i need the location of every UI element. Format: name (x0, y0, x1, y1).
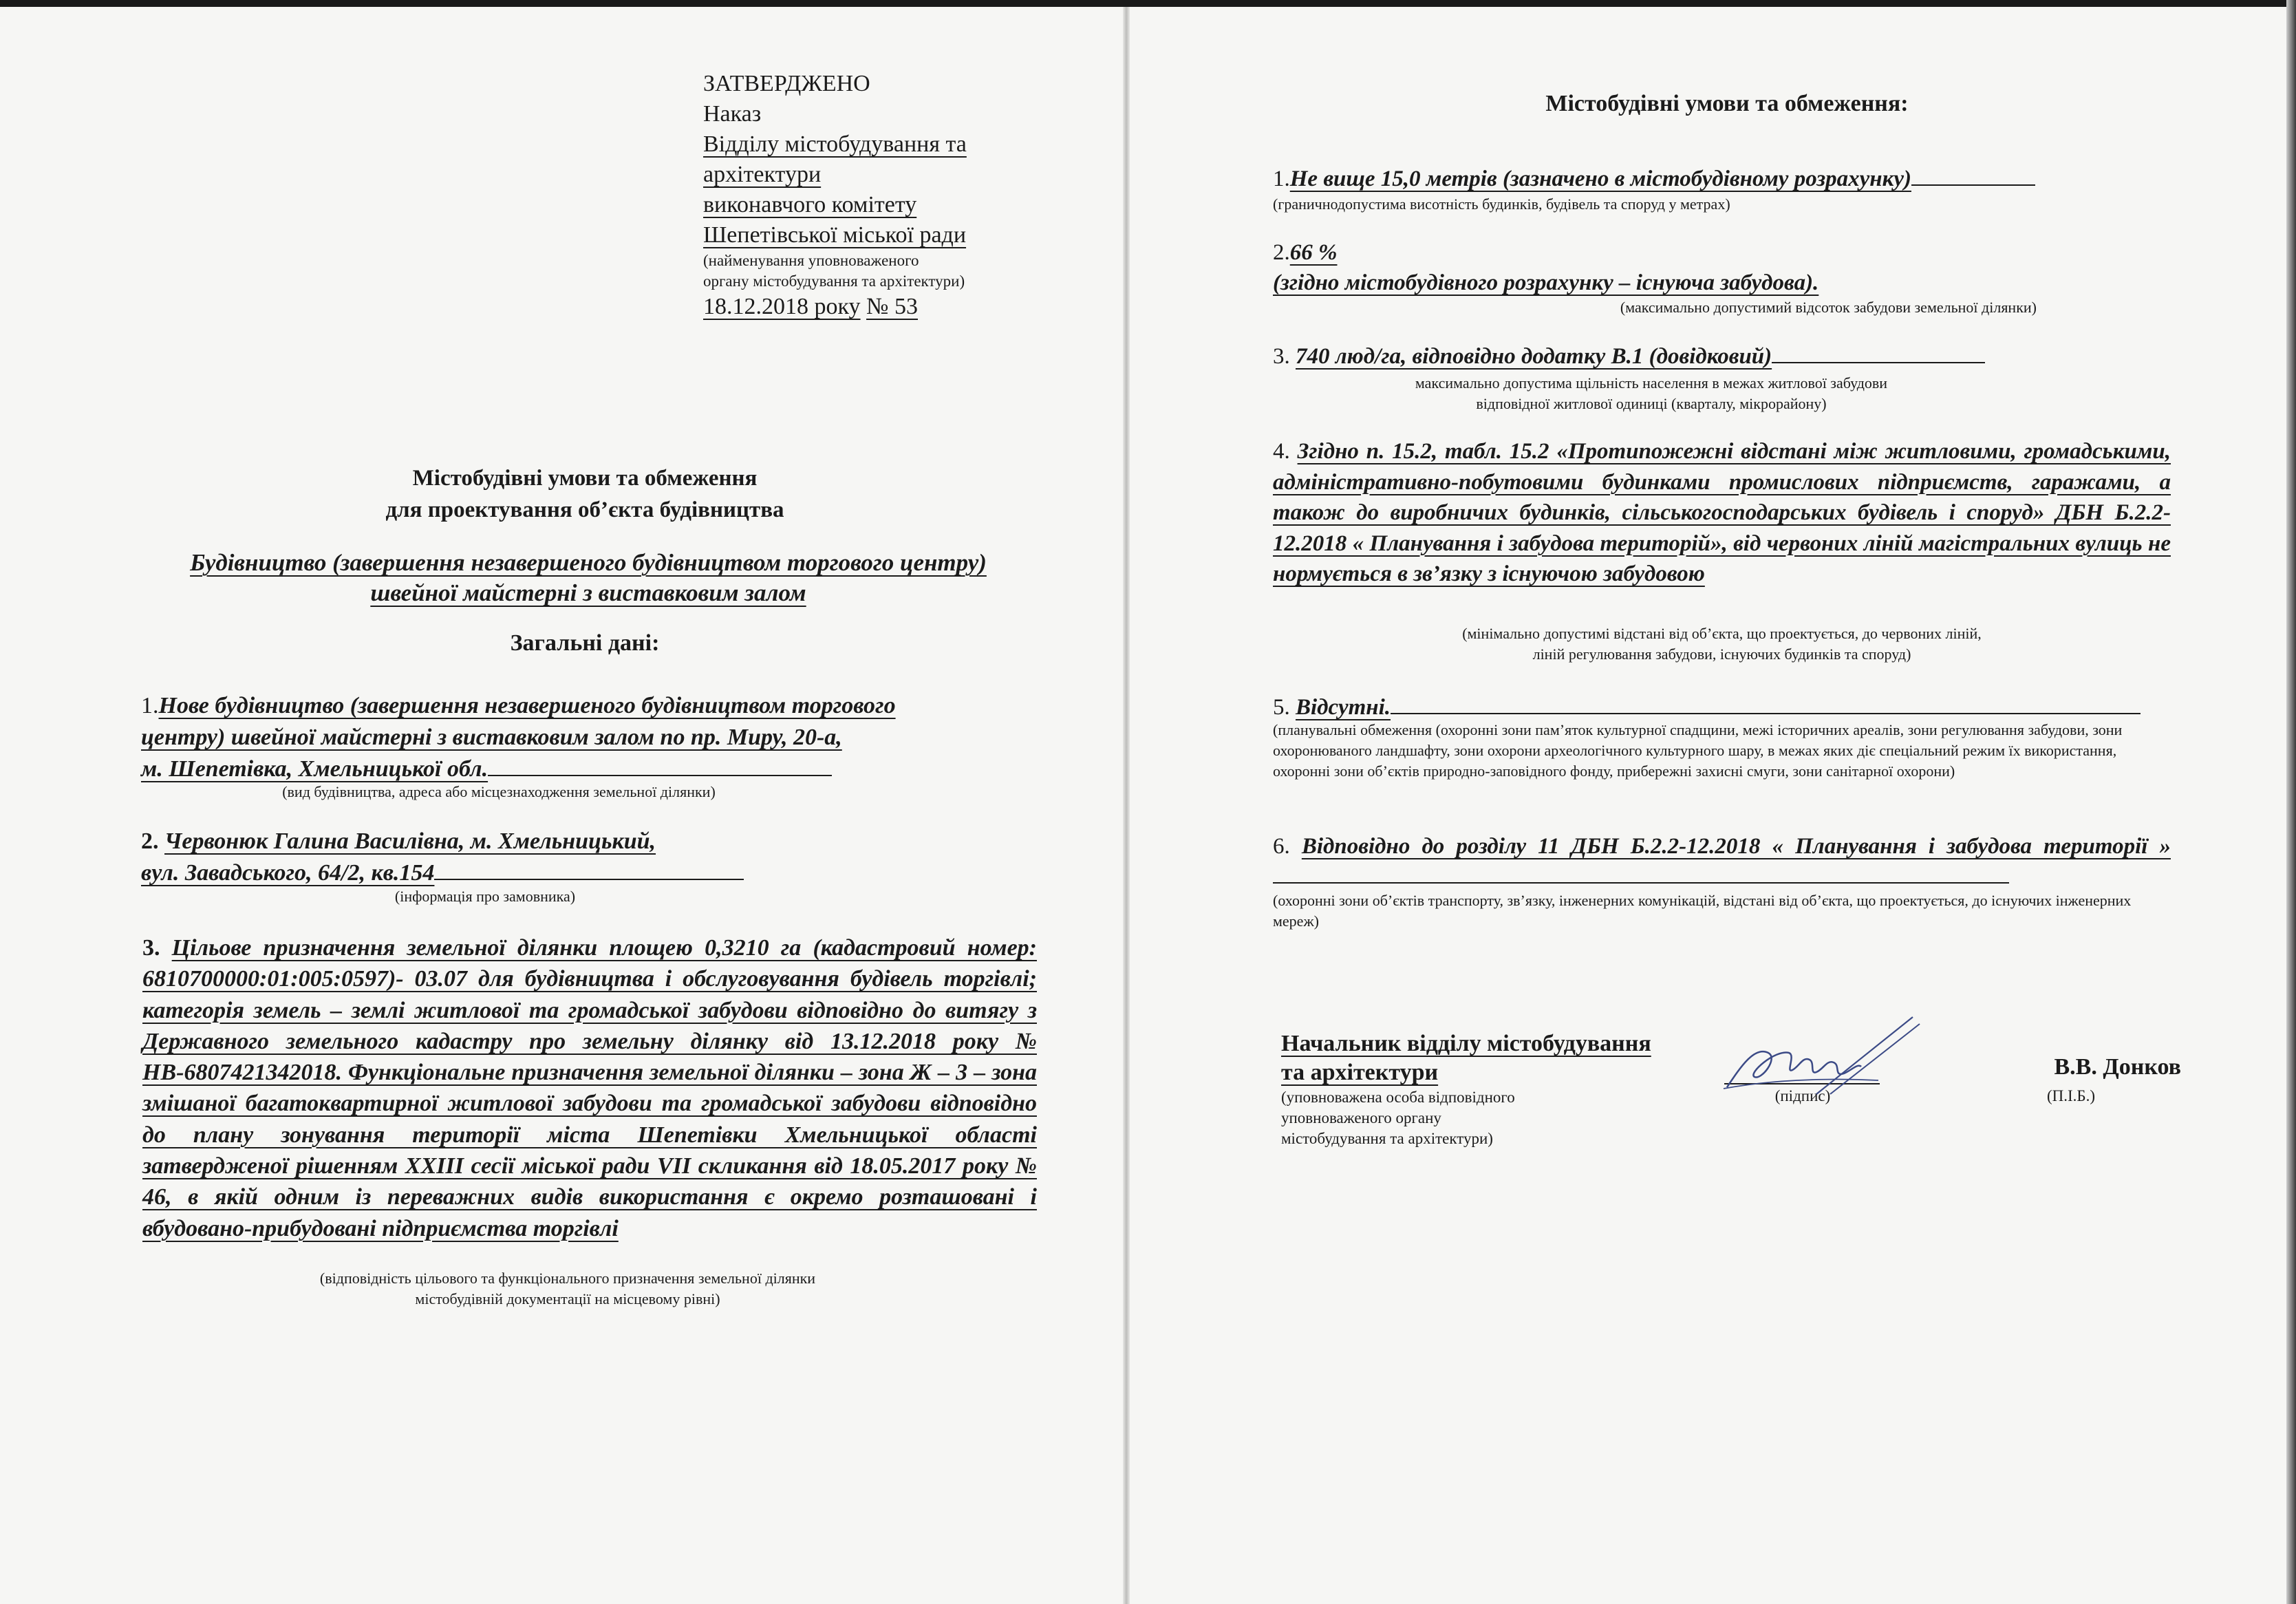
restrictions-title: Містобудівні умови та обмеження: (1545, 91, 1909, 116)
item-3-note-line2: містобудівній документації на місцевому рівні) (415, 1290, 720, 1307)
signatory-title (1281, 1029, 1735, 1087)
object-name (138, 548, 1039, 608)
item-2 (141, 826, 1042, 889)
title-line2: для проектування об’єкта будівництва (385, 498, 784, 522)
item-2-line1: Червонюк Галина Василівна, м. Хмельницький, (164, 828, 656, 854)
signatory-note-line2: уповноваженого органу (1281, 1109, 1441, 1126)
restriction-5-note: (планувальні обмеження (охоронні зони пам’яток культурної спадщини, межі історичних ареалів, зони регулювання забудови, зони охоронюваного ландшафту, зони охорони археологічного культурного шару, в межах яких діє спеціальний режим їх використання, охоронні зони об’єктів природно-заповідного фонду, прибережні захисні смуги, зони санітарної охорони) (1273, 721, 2123, 780)
approval-dept-line2: архітектури (703, 162, 822, 187)
restriction-4-note-line1: (мінімально допустимі відстані від об’єкта, що проектується, до червоних ліній, (1462, 625, 1982, 642)
item-3-note-line1: (відповідність цільового та функціонального призначення земельної ділянки (319, 1270, 816, 1287)
approval-note2: органу містобудування та архітектури) (703, 272, 965, 290)
signatory-title-line2: та архітектури (1281, 1060, 1439, 1085)
approval-note1: (найменування уповноваженого (703, 252, 919, 269)
restriction-2-number: 2. (1273, 240, 1290, 265)
restriction-4-note-line2: ліній регулювання забудови, існуючих будинків та споруд) (1532, 645, 1911, 663)
restriction-2 (1273, 237, 2167, 298)
approval-dept-line4: Шепетівської міської ради (703, 222, 967, 248)
scan-edge-right (2286, 0, 2296, 1604)
item-1-line2: центру) швейної майстерні з виставковим залом по пр. Миру, 20-а, (141, 725, 842, 750)
item-1-line3: м. Шепетівка, Хмельницької обл. (141, 756, 489, 782)
item-2-number: 2. (141, 828, 159, 854)
signatory-name-label: (П.І.Б.) (2046, 1087, 2096, 1104)
restriction-1-text: Не вище 15,0 метрів (зазначено в містобудівному розрахунку) (1289, 167, 1911, 191)
fill-line (488, 754, 832, 776)
general-data-title: Загальні дані: (510, 630, 660, 656)
fill-line (1391, 692, 2141, 714)
approval-date: 18.12.2018 року (703, 294, 861, 319)
restriction-3-note-line2: відповідної житлової одиниці (кварталу, мікрорайону) (1476, 395, 1827, 412)
signatory-note-line3: містобудування та архітектури) (1281, 1130, 1493, 1147)
fill-line (1772, 341, 1985, 363)
restriction-4-text: Згідно п. 15.2, табл. 15.2 «Протипожежні відстані між житловими, громадськими, адміністративно-побутовими будинками промислових підприємств, гаражами, а також до виробничих будинків, сільськогосподарських будівель і споруд» ДБН Б.2.2-12.2018 « Планування і забудова територій», від червоних ліній магістральних вулиць не нормується в зв’язку з існуючою забудовою (1273, 439, 2171, 586)
fill-line (1911, 164, 2035, 186)
restriction-6-text: Відповідно до розділу 11 ДБН Б.2.2-12.2018 « Планування і забудова території » (1301, 834, 2171, 859)
approval-order: Наказ (703, 101, 762, 127)
approval-dept-line3: виконавчого комітету (703, 192, 917, 217)
signature-label: (підпис) (1774, 1087, 1831, 1104)
scan-edge-top (0, 0, 2296, 7)
restriction-5 (1273, 692, 2167, 723)
fill-line (1273, 862, 2009, 884)
restriction-4-note (1273, 623, 2171, 665)
handwritten-signature (1713, 1012, 1933, 1101)
signatory-name: В.В. Донков (2054, 1054, 2181, 1080)
restriction-5-text: Відсутні. (1296, 695, 1391, 720)
item-1-note: (вид будівництва, адреса або місцезнаходження земельної ділянки) (282, 783, 716, 800)
object-line1: Будівництво (завершення незавершеного будівництвом торгового центру) (190, 549, 987, 576)
restriction-3-number: 3. (1273, 344, 1290, 369)
item-1 (141, 690, 1042, 785)
signatory-note (1281, 1087, 1666, 1149)
approval-number: № 53 (866, 294, 918, 319)
signatory-note-line1: (уповноважена особа відповідного (1281, 1089, 1515, 1106)
restriction-4 (1273, 436, 2171, 590)
restriction-6-note: (охоронні зони об’єктів транспорту, зв’язку, інженерних комунікацій, відстані від об’єкта, що проектується, до існуючих інженерних мереж) (1273, 892, 2132, 930)
signatory-title-line1: Начальник відділу містобудування (1281, 1031, 1651, 1056)
approval-dept-line1: Відділу містобудування та (703, 131, 967, 157)
restriction-1-note: (граничнодопустима висотність будинків, будівель та споруд у метрах) (1273, 195, 1730, 213)
item-1-line1: Нове будівництво (завершення незавершеного будівництвом торгового (158, 693, 896, 718)
restriction-6 (1273, 831, 2171, 892)
restriction-3-note (1273, 373, 2030, 414)
object-line2: швейної майстерні з виставковим залом (370, 579, 806, 606)
restriction-4-number: 4. (1273, 439, 1290, 464)
item-2-note: (інформація про замовника) (394, 888, 576, 905)
restriction-3 (1273, 341, 2167, 372)
restriction-3-text: 740 люд/га, відповідно додатку В.1 (довідковий) (1296, 344, 1772, 369)
restriction-1-number: 1. (1273, 167, 1290, 191)
restriction-2-line2: (згідно містобудівного розрахунку – існуюча забудова). (1273, 270, 1819, 295)
title-line1: Містобудівні умови та обмеження (412, 466, 758, 491)
item-1-number: 1. (141, 693, 159, 718)
approval-heading: ЗАТВЕРДЖЕНО (703, 71, 870, 96)
item-3-text: Цільове призначення земельної ділянки площею 0,3210 га (кадастровий номер: 6810700000:01:005:0597)- 03.07 для будівництва і обслуговування будівель торгівлі; категорія земель – землі житлової та громадської забудови відповідно до витягу з Державного земельного кадастру про земельну ділянку від 13.12.2018 року № НВ-6807421342018. Функціональне призначення земельної ділянки – зона Ж – 3 – зона змішаної багатоквартирної житлової забудови та громадської забудови відповідно до плану зонування території міста Шепетівки Хмельницької області затвердженої рішенням XXIII сесії міської ради VII скликання від 18.05.2017 року № 46, в якій одним із переважних видів використання є окремо розташовані і вбудовано-прибудовані підприємства торгівлі (142, 935, 1037, 1241)
fill-line (434, 858, 744, 880)
item-3-number: 3. (142, 935, 160, 961)
restriction-3-note-line1: максимально допустима щільність населення в межах житлової забудови (1415, 374, 1888, 392)
restriction-1 (1273, 164, 2167, 194)
item-3 (142, 932, 1037, 1244)
restriction-6-number: 6. (1273, 834, 1290, 859)
restriction-5-number: 5. (1273, 695, 1290, 720)
document-title (124, 462, 1046, 526)
approval-block (703, 69, 1047, 322)
item-3-note (141, 1268, 994, 1309)
item-2-line2: вул. Завадського, 64/2, кв.154 (141, 860, 435, 886)
page-fold (1123, 0, 1130, 1604)
restriction-2-note: (максимально допустимий відсоток забудови земельної ділянки) (1620, 299, 2037, 316)
restriction-2-line1: 66 % (1289, 240, 1338, 265)
